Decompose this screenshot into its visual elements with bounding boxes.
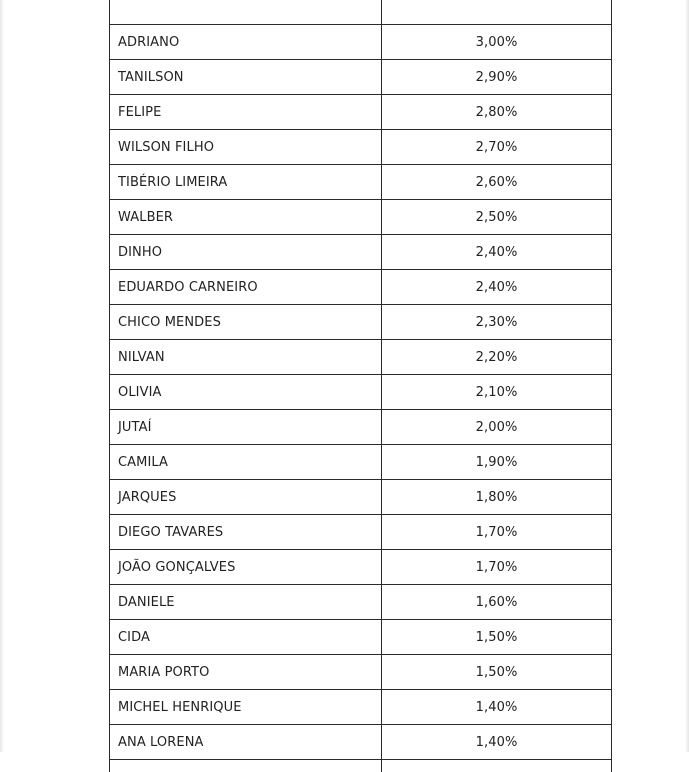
candidate-name: FELIPE	[110, 95, 382, 130]
candidate-name: ANA LORENA	[110, 725, 382, 760]
candidate-percentage: 3,00%	[382, 25, 612, 60]
table-row	[110, 200, 612, 235]
candidate-percentage: 1,40%	[382, 690, 612, 725]
candidate-name: NILVAN	[110, 340, 382, 375]
candidate-percentage	[382, 0, 612, 25]
candidate-name: WILSON FILHO	[110, 130, 382, 165]
table-row	[110, 410, 612, 445]
candidate-name: CHICO MENDES	[110, 305, 382, 340]
candidate-percentage: 2,50%	[382, 200, 612, 235]
table-row	[110, 130, 612, 165]
table-row	[110, 585, 612, 620]
candidate-percentage: 1,70%	[382, 550, 612, 585]
results-table	[109, 0, 612, 772]
candidate-name: MICHEL HENRIQUE	[110, 690, 382, 725]
candidate-percentage: 2,90%	[382, 60, 612, 95]
candidate-name: DINHO	[110, 235, 382, 270]
empty-cell	[110, 760, 382, 772]
table-row	[110, 480, 612, 515]
candidate-percentage: 2,10%	[382, 375, 612, 410]
empty-cell	[382, 760, 612, 772]
candidate-name: ADRIANO	[110, 25, 382, 60]
candidate-percentage: 2,80%	[382, 95, 612, 130]
table-row	[110, 620, 612, 655]
candidate-name	[110, 0, 382, 25]
candidate-percentage: 2,60%	[382, 165, 612, 200]
page-edge-left	[0, 0, 4, 752]
candidate-name: DANIELE	[110, 585, 382, 620]
table-row	[110, 690, 612, 725]
candidate-percentage: 1,50%	[382, 620, 612, 655]
table-row-cut-off	[110, 760, 612, 772]
candidate-name: CAMILA	[110, 445, 382, 480]
candidate-name: JARQUES	[110, 480, 382, 515]
candidate-name: WALBER	[110, 200, 382, 235]
candidate-percentage: 1,60%	[382, 585, 612, 620]
table-row	[110, 445, 612, 480]
table-row	[110, 60, 612, 95]
candidate-name: TANILSON	[110, 60, 382, 95]
candidate-name: JOÃO GONÇALVES	[110, 550, 382, 585]
candidate-percentage: 2,20%	[382, 340, 612, 375]
candidate-name: CIDA	[110, 620, 382, 655]
table-row	[110, 270, 612, 305]
table-row	[110, 165, 612, 200]
candidate-name: JUTAÍ	[110, 410, 382, 445]
table-row	[110, 375, 612, 410]
table-row	[110, 235, 612, 270]
table-row	[110, 305, 612, 340]
candidate-percentage: 1,40%	[382, 725, 612, 760]
table-row	[110, 655, 612, 690]
table-row	[110, 725, 612, 760]
candidate-percentage: 2,00%	[382, 410, 612, 445]
candidate-name: EDUARDO CARNEIRO	[110, 270, 382, 305]
table-row	[110, 515, 612, 550]
candidate-percentage: 2,70%	[382, 130, 612, 165]
table-row	[110, 95, 612, 130]
candidate-percentage: 2,40%	[382, 235, 612, 270]
candidate-name: DIEGO TAVARES	[110, 515, 382, 550]
candidate-percentage: 2,40%	[382, 270, 612, 305]
candidate-name: TIBÉRIO LIMEIRA	[110, 165, 382, 200]
candidate-percentage: 1,70%	[382, 515, 612, 550]
candidate-name: OLIVIA	[110, 375, 382, 410]
table-row	[110, 0, 612, 25]
candidate-percentage: 1,90%	[382, 445, 612, 480]
page-edge-right	[685, 0, 689, 752]
candidate-name: MARIA PORTO	[110, 655, 382, 690]
table-row	[110, 25, 612, 60]
candidate-percentage: 1,80%	[382, 480, 612, 515]
table-row	[110, 550, 612, 585]
table-row	[110, 340, 612, 375]
candidate-percentage: 1,50%	[382, 655, 612, 690]
candidate-percentage: 2,30%	[382, 305, 612, 340]
results-table-body	[110, 0, 612, 772]
